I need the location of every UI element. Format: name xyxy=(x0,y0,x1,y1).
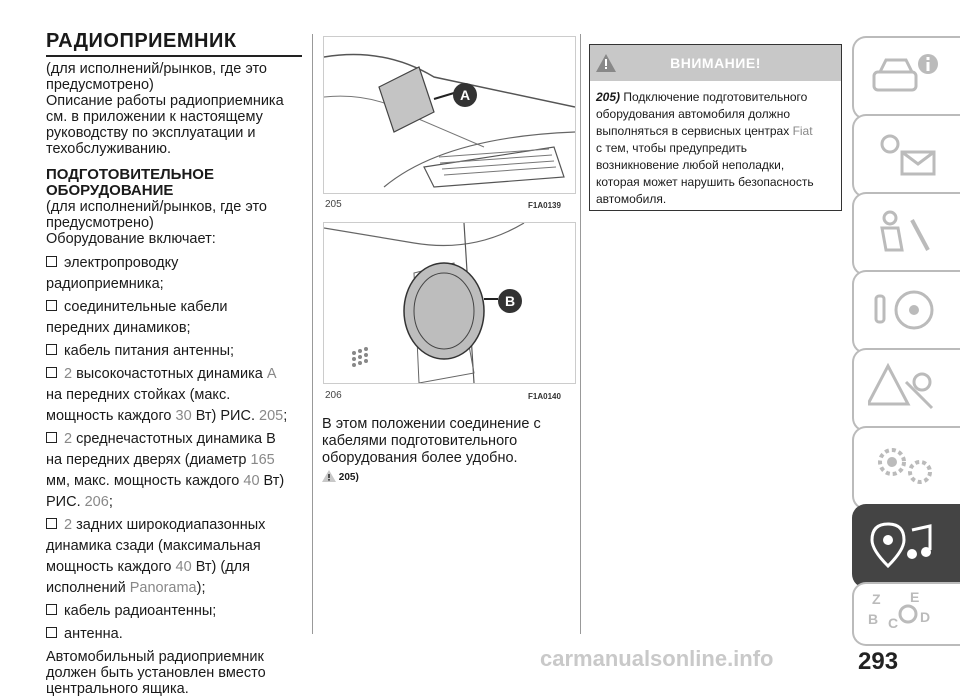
text-line: оборудования более удобно. xyxy=(322,450,518,466)
list-item-cont: мощность каждого 30 Вт) РИС. 205; xyxy=(46,408,288,424)
list-item-cont: исполнений Panorama); xyxy=(46,580,206,596)
list-item: антенна. xyxy=(46,624,302,645)
tab-safety[interactable] xyxy=(852,192,960,276)
list-item: кабель радиоантенны; xyxy=(46,601,302,622)
svg-text:Z: Z xyxy=(872,591,881,607)
list-item-cont: на передних дверях (диаметр 165 xyxy=(46,452,275,468)
tab-dashboard[interactable] xyxy=(852,114,960,198)
gear-icon xyxy=(868,438,948,498)
steering-wheel-icon xyxy=(868,282,948,342)
figure-206 xyxy=(323,222,576,384)
figure-205 xyxy=(323,36,576,194)
closing-line: Автомобильный радиоприемник xyxy=(46,649,264,665)
tab-knowing-car[interactable] xyxy=(852,36,960,120)
intro-line: руководству по эксплуатации и xyxy=(46,125,256,141)
list-item: 2 задних широкодиапазонных xyxy=(46,515,302,536)
warning-header xyxy=(590,45,841,81)
warning-reference: 205) xyxy=(322,470,359,483)
list-item-cont: на передних стойках (макс. xyxy=(46,387,231,403)
tab-maintenance[interactable] xyxy=(852,426,960,510)
multimedia-icon xyxy=(868,516,948,576)
warning-lights-icon xyxy=(868,126,948,186)
closing-line: должен быть установлен вместо xyxy=(46,665,266,681)
warning-title: ВНИМАНИЕ! xyxy=(670,55,761,71)
tab-multimedia[interactable] xyxy=(852,504,960,588)
safety-icon xyxy=(868,204,948,264)
column2-paragraph xyxy=(322,416,574,467)
index-letters-icon xyxy=(866,588,946,638)
checkbox-bullet-icon xyxy=(46,256,57,267)
text-line: кабелями подготовительного xyxy=(322,433,518,449)
tab-emergency[interactable] xyxy=(852,348,960,432)
tab-index[interactable] xyxy=(852,582,960,646)
callout-b-label: B xyxy=(504,293,516,309)
intro-line: Описание работы радиоприемника xyxy=(46,93,284,109)
section-title: РАДИОПРИЕМНИК xyxy=(46,30,302,57)
closing-line: центрального ящика. xyxy=(46,681,189,697)
list-item: соединительные кабели xyxy=(46,297,302,318)
left-column xyxy=(46,30,302,697)
para2-line: Оборудование включает: xyxy=(46,231,216,247)
callout-a-label: A xyxy=(459,87,471,103)
list-item-cont: передних динамиков; xyxy=(46,320,191,336)
warning-triangle-icon xyxy=(322,470,336,482)
checkbox-bullet-icon xyxy=(46,518,57,529)
checkbox-bullet-icon xyxy=(46,627,57,638)
subheading: ПОДГОТОВИТЕЛЬНОЕ xyxy=(46,166,214,183)
svg-text:D: D xyxy=(920,609,931,625)
para2-line: (для исполнений/рынков, где это xyxy=(46,199,267,215)
checkbox-bullet-icon xyxy=(46,344,57,355)
intro-line: техобслуживанию. xyxy=(46,141,172,157)
svg-text:C: C xyxy=(888,615,899,631)
intro-line: (для исполнений/рынков, где это xyxy=(46,61,267,77)
list-item-cont: радиоприемника; xyxy=(46,276,164,292)
tweeter-illustration xyxy=(324,37,575,193)
para2-line: предусмотрено) xyxy=(46,215,154,231)
warning-body: 205) Подключение подготовительного оборудования автомобиля должно выполняться в сервисных центрах Fiat с тем, чтобы предупредить возникновение любой неполадки, которая может нарушить безопасность автомобиля. xyxy=(596,90,814,206)
svg-text:B: B xyxy=(868,611,879,627)
figure-205-number: 205 xyxy=(325,199,342,210)
warning-box xyxy=(589,44,842,211)
page-number: 293 xyxy=(858,648,899,675)
checkbox-bullet-icon xyxy=(46,300,57,311)
checkbox-bullet-icon xyxy=(46,432,57,443)
column-divider xyxy=(580,34,581,634)
watermark: carmanualsonline.info xyxy=(540,646,774,671)
figure-206-code: F1A0140 xyxy=(528,392,561,401)
intro-line: см. в приложении к настоящему xyxy=(46,109,263,125)
subheading: ОБОРУДОВАНИЕ xyxy=(46,182,174,199)
checkbox-bullet-icon xyxy=(46,367,57,378)
figure-206-number: 206 xyxy=(325,390,342,401)
list-item-cont: РИС. 206; xyxy=(46,494,113,510)
door-speaker-illustration xyxy=(324,223,575,383)
list-item: кабель питания антенны; xyxy=(46,341,302,362)
list-item: электропроводку xyxy=(46,253,302,274)
list-item-cont: мощность каждого 40 Вт) (для xyxy=(46,559,250,575)
figure-205-code: F1A0139 xyxy=(528,201,561,210)
list-item-cont: мм, макс. мощность каждого 40 Вт) xyxy=(46,473,285,489)
tab-starting-driving[interactable] xyxy=(852,270,960,354)
text-line: В этом положении соединение с xyxy=(322,416,541,432)
list-item: 2 среднечастотных динамика B xyxy=(46,429,302,450)
svg-text:E: E xyxy=(910,589,920,605)
checkbox-bullet-icon xyxy=(46,604,57,615)
list-item: 2 высокочастотных динамика A xyxy=(46,364,302,385)
intro-line: предусмотрено) xyxy=(46,77,154,93)
list-item-cont: динамика сзади (максимальная xyxy=(46,538,261,554)
car-info-icon xyxy=(868,48,948,108)
column-divider xyxy=(312,34,313,634)
emergency-icon xyxy=(868,360,948,420)
